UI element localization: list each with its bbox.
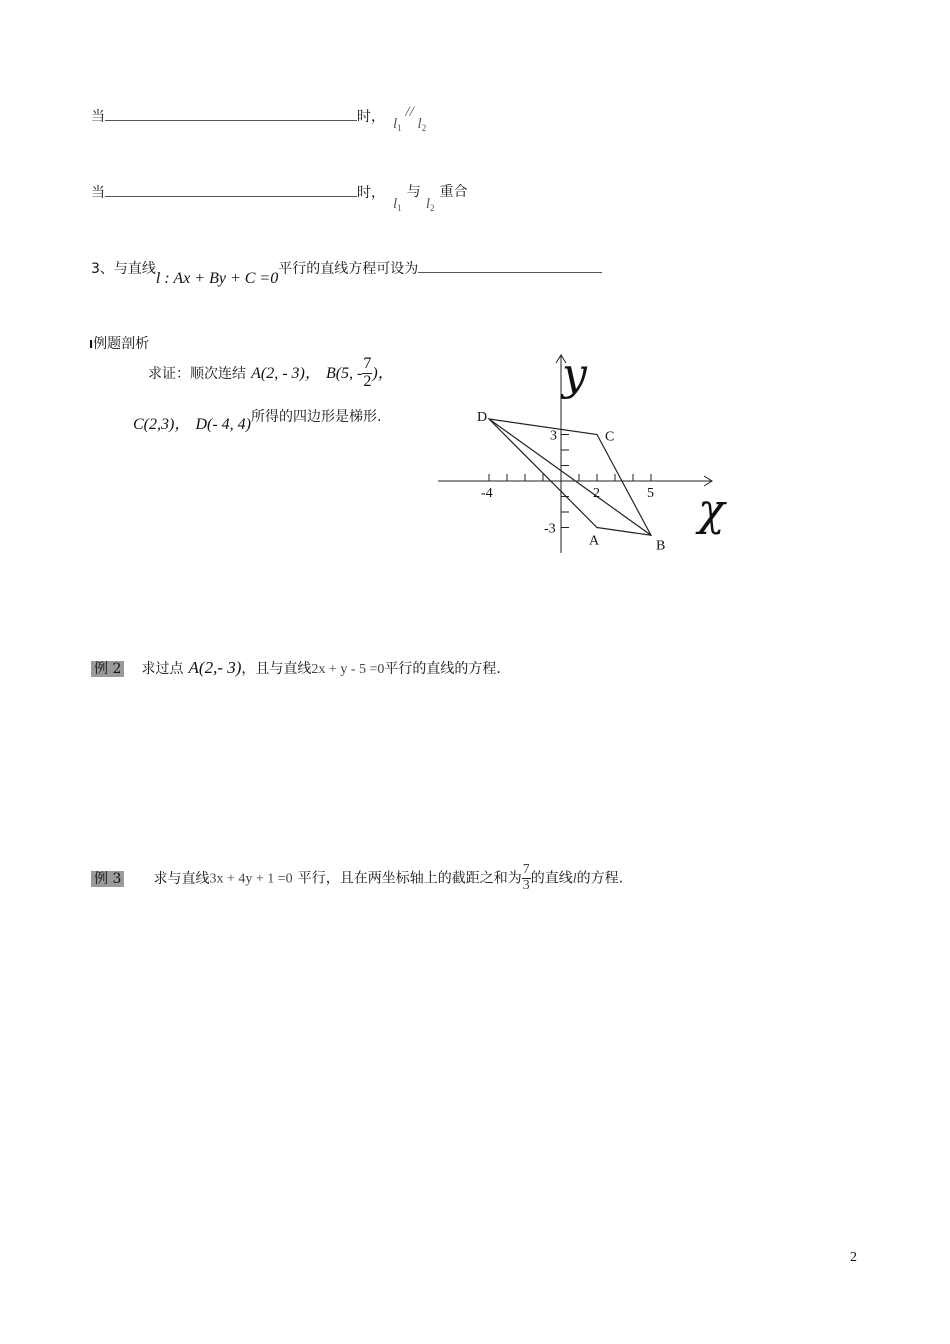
- parallel-relation: [393, 104, 427, 133]
- item3-prefix: 3、与直线: [91, 261, 156, 277]
- example2-equation: 2x + y - 5 =0: [311, 662, 385, 677]
- point-A: A(2, - 3)，: [251, 364, 321, 382]
- x-tick-label: 5: [647, 486, 654, 501]
- point-C: C(2,3)，: [133, 416, 191, 433]
- answer-blank-2[interactable]: [105, 184, 357, 197]
- trapezoid-diagram: [430, 345, 740, 570]
- example1-intro: 求证：顺次连结: [148, 365, 246, 382]
- l2-symbol-2: $l_2$: [425, 196, 435, 213]
- example3-after: 的直线: [530, 870, 573, 887]
- point-label-B: B: [656, 538, 666, 554]
- fraction-7-3: $\frac{7}{3}$: [522, 862, 530, 893]
- page-number: 2: [850, 1250, 857, 1265]
- section-marker: I: [89, 338, 94, 351]
- condition-coincide-line: [91, 182, 385, 202]
- section-heading: [89, 333, 149, 353]
- l1-symbol-2: $l_1$: [393, 196, 402, 213]
- example3-suffix: 的方程.: [576, 870, 624, 887]
- point-label-C: C: [605, 429, 615, 445]
- x-axis-label: χ: [698, 485, 725, 536]
- point-B-pre: B(5, -: [325, 364, 363, 382]
- line2-join: 与: [406, 184, 421, 200]
- example2: [91, 658, 501, 678]
- point-label-D: D: [477, 410, 488, 425]
- y-tick-label: 3: [550, 428, 557, 444]
- example3-tag: 例 3: [91, 871, 124, 887]
- line1-prefix: 当: [91, 109, 105, 125]
- example1-line1: [148, 356, 394, 391]
- line1-mid: 时，: [357, 109, 385, 125]
- line2-suffix: 重合: [439, 184, 468, 200]
- point-D: D(- 4, 4): [195, 416, 251, 433]
- diagonal-DB: [489, 419, 651, 535]
- answer-blank-3[interactable]: [418, 260, 602, 273]
- condition-parallel-line: [91, 106, 385, 126]
- example3-l-var: l: [572, 871, 577, 887]
- example2-tag: 例 2: [91, 661, 124, 677]
- item3-equation: l : Ax + By + C =0: [155, 270, 279, 287]
- x-tick-label: 2: [593, 486, 600, 501]
- x-tick-label: -4: [481, 486, 493, 501]
- y-axis-label: y: [562, 349, 587, 400]
- fraction-7-2: $\frac{7}{2}$: [363, 355, 372, 390]
- line2-mid: 时，: [357, 185, 385, 201]
- y-tick-label: -3: [544, 521, 556, 537]
- example2-intro: 求过点: [141, 661, 184, 677]
- example2-suffix: 平行的直线的方程.: [384, 661, 501, 677]
- point-label-A: A: [589, 533, 600, 549]
- example3-intro: 求与直线: [153, 870, 210, 887]
- point-B-post: )，: [372, 364, 394, 382]
- example1-line2: [133, 411, 381, 434]
- answer-blank-1[interactable]: [105, 108, 357, 121]
- coincide-relation: [393, 181, 468, 213]
- l1-symbol: $l_1$: [393, 116, 402, 133]
- item3-suffix: 平行的直线方程可设为: [278, 261, 419, 277]
- example2-point: A(2,- 3): [188, 658, 242, 677]
- section-title: 例题剖析: [93, 336, 150, 352]
- l2-symbol: $l_2$: [417, 116, 427, 133]
- line2-prefix: 当: [91, 185, 105, 201]
- example1-tail: 所得的四边形是梯形.: [250, 409, 382, 425]
- example3-mid: 平行，且在两坐标轴上的截距之和为: [297, 870, 522, 887]
- example3: [91, 863, 623, 893]
- example3-equation: 3x + 4y + 1 =0: [209, 871, 293, 887]
- item-3: [91, 258, 602, 287]
- parallel-symbol: //: [405, 104, 414, 120]
- example2-mid: ，且与直线: [241, 661, 312, 677]
